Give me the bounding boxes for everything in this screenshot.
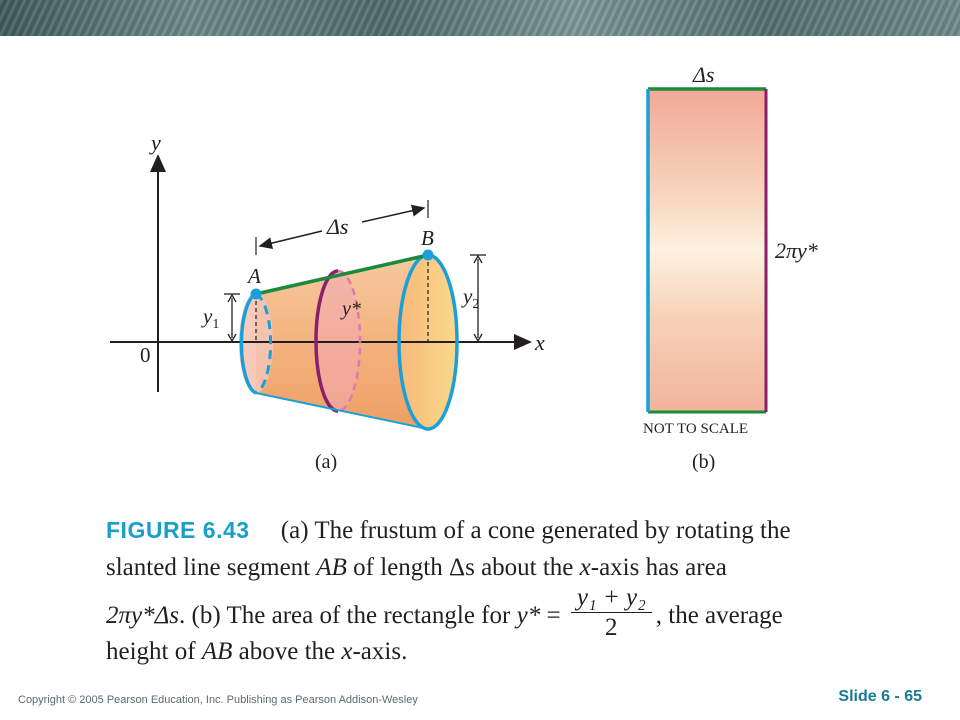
fraction-denominator: 2 <box>605 614 618 641</box>
caption-line-2 <box>106 550 727 586</box>
average-fraction <box>571 584 652 643</box>
copyright-notice: Copyright © 2005 Pearson Education, Inc. Publishing as Pearson Addison-Wesley <box>18 694 418 706</box>
area-rectangle <box>648 89 766 412</box>
panel-b-label: (b) <box>692 451 716 473</box>
caption-text: -axis has area <box>590 554 727 581</box>
ds-arrow-left <box>260 231 322 246</box>
caption-text: about the <box>474 554 580 581</box>
ystar-label: y* <box>342 298 361 320</box>
x-axis-label: x <box>535 330 545 355</box>
caption-text: slanted line segment <box>106 554 317 581</box>
rect-height-label: 2πy* <box>775 238 818 263</box>
ds-arrow-right <box>362 208 424 222</box>
caption-line1-text: (a) The frustum of a cone generated by rotating the <box>280 517 791 544</box>
caption-line-1 <box>106 512 791 549</box>
caption-x: x <box>341 638 353 665</box>
origin-label: 0 <box>140 343 151 367</box>
caption-text: , the average <box>655 602 783 630</box>
slide-number: Slide 6 - 65 <box>838 688 922 705</box>
caption-text: height of <box>106 638 202 665</box>
not-to-scale-note: NOT TO SCALE <box>643 421 749 437</box>
point-b-label: B <box>421 226 434 250</box>
caption-equals: = <box>540 602 567 630</box>
caption-line-4 <box>106 634 407 670</box>
caption-delta-s: Δs <box>449 554 475 581</box>
caption-text: above the <box>232 638 342 665</box>
panel-a-label: (a) <box>315 451 338 473</box>
caption-x: x <box>579 554 591 581</box>
point-a <box>251 289 262 300</box>
caption-text: . (b) The area of the rectangle for <box>179 602 517 630</box>
y1-label: $y_1$ <box>203 304 220 332</box>
caption-area-expression: 2πy*Δs <box>106 602 180 630</box>
point-a-label: A <box>248 264 261 288</box>
figure-label: FIGURE 6.43 <box>106 517 250 543</box>
caption-text: -axis. <box>352 638 408 665</box>
point-b <box>423 250 434 261</box>
caption-text: of length <box>346 554 449 581</box>
caption-ab: AB <box>201 638 233 665</box>
caption-ab: AB <box>316 554 347 581</box>
y2-label: $y_2$ <box>463 284 480 312</box>
rect-delta-s-label: Δs <box>693 62 715 87</box>
caption-ystar: y* <box>516 602 541 630</box>
delta-s-label: Δs <box>327 214 349 239</box>
y-axis-label: y <box>151 130 161 155</box>
fraction-numerator: y₁ + y₂ <box>571 584 652 613</box>
